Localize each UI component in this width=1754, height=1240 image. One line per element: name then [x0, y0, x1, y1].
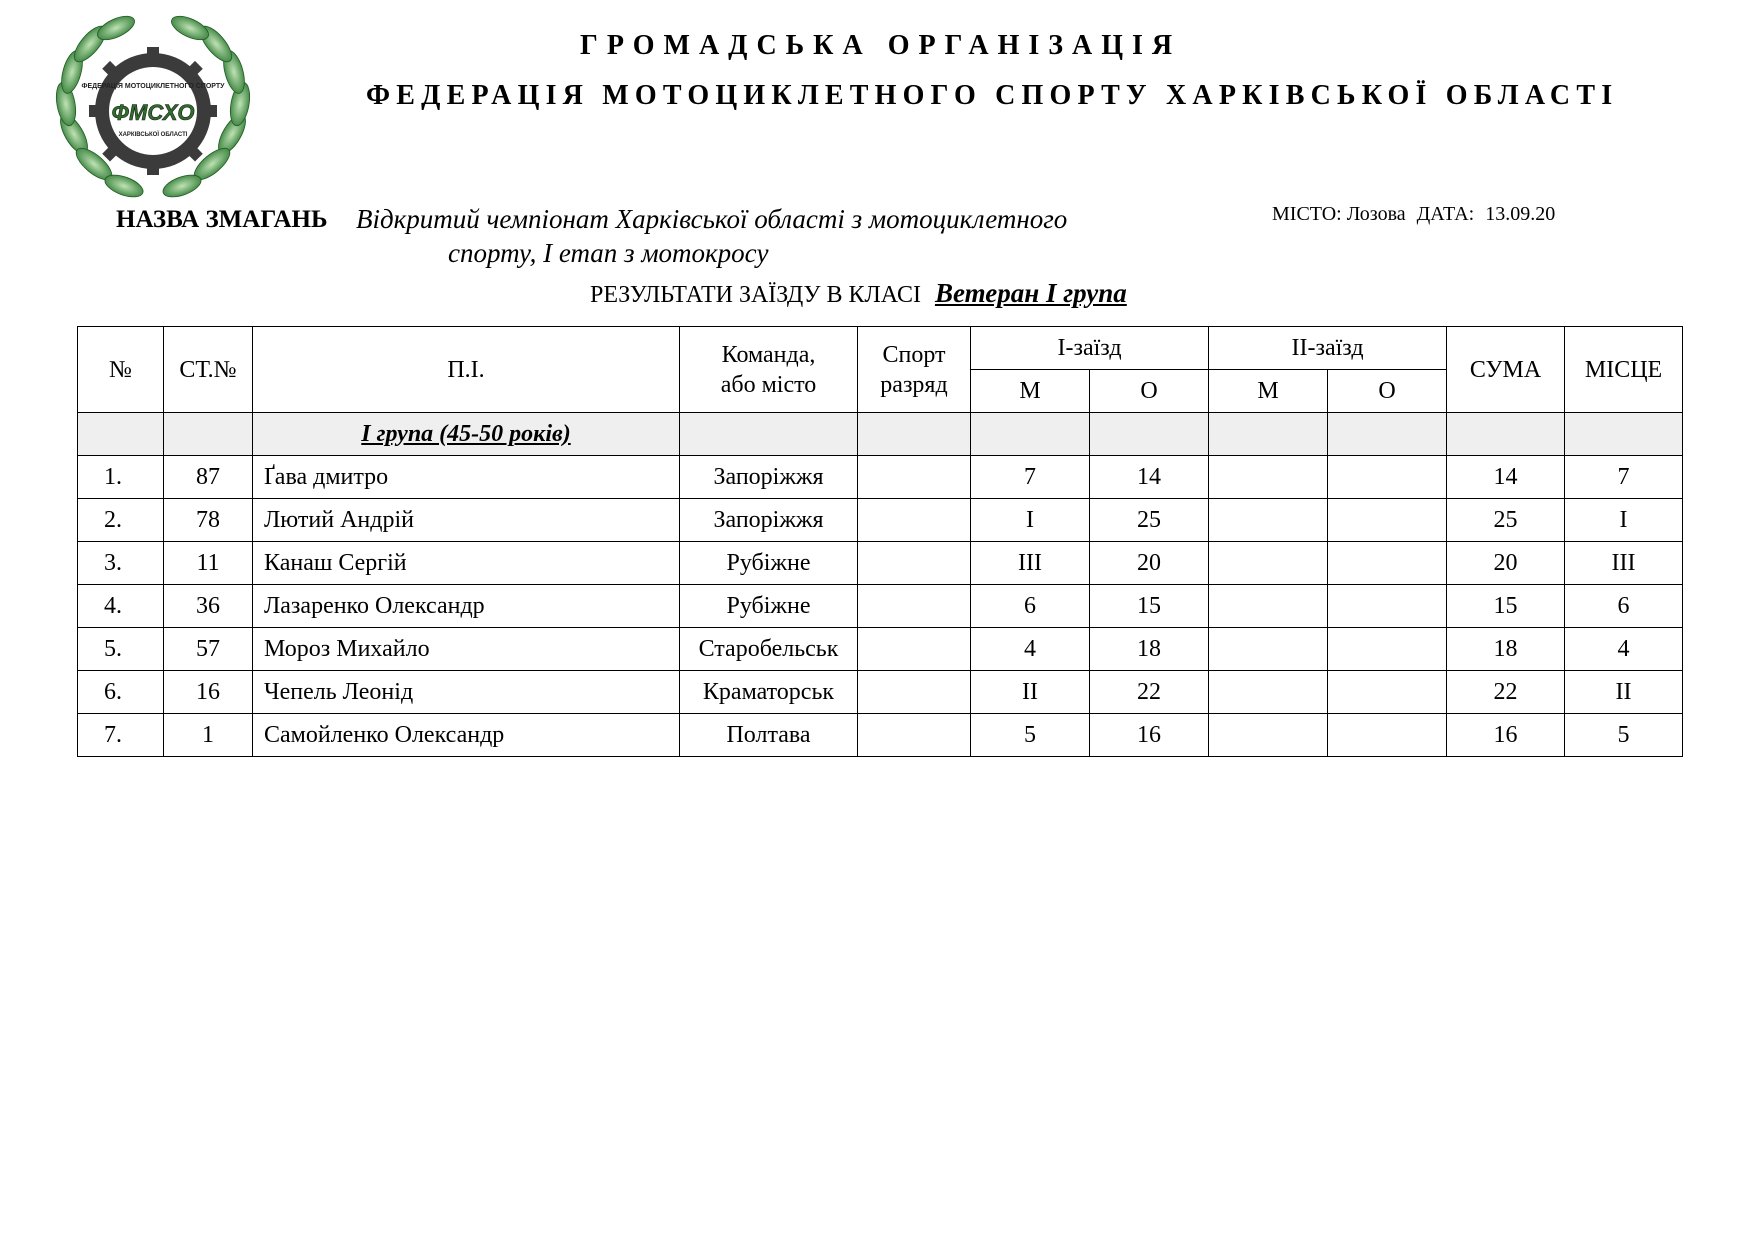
cell-race1-o: 15 — [1090, 585, 1209, 628]
cell-race2-m — [1209, 714, 1328, 757]
header-team: Команда, або місто — [680, 327, 858, 413]
cell-name: Ґава дмитро — [253, 456, 680, 499]
cell-race2-o — [1328, 671, 1447, 714]
cell-name: Лазаренко Олександр — [253, 585, 680, 628]
competition-name-line2: спорту, І етап з мотокросу — [448, 238, 769, 268]
cell-name: Лютий Андрій — [253, 499, 680, 542]
cell-name: Самойленко Олександр — [253, 714, 680, 757]
cell-start-number: 11 — [164, 542, 253, 585]
cell-race1-m: I — [971, 499, 1090, 542]
cell-place: 7 — [1565, 456, 1683, 499]
results-heading — [590, 278, 1127, 309]
competition-name-line1: Відкритий чемпіонат Харківської області з мотоциклетного — [356, 204, 1068, 234]
cell-rank — [858, 585, 971, 628]
cell-team: Рубіжне — [680, 542, 858, 585]
cell-sum: 25 — [1447, 499, 1565, 542]
cell-sum: 18 — [1447, 628, 1565, 671]
table-row — [78, 585, 1683, 628]
group-title: І група (45-50 років) — [361, 420, 571, 447]
cell-start-number: 16 — [164, 671, 253, 714]
cell-name: Канаш Сергій — [253, 542, 680, 585]
cell-team: Рубіжне — [680, 585, 858, 628]
cell-race1-o: 18 — [1090, 628, 1209, 671]
cell-race1-m: 7 — [971, 456, 1090, 499]
header-race1-m: М — [971, 370, 1090, 413]
cell-start-number: 36 — [164, 585, 253, 628]
cell-race1-m: III — [971, 542, 1090, 585]
header-race2-o: О — [1328, 370, 1447, 413]
cell-race1-m: II — [971, 671, 1090, 714]
cell-rank — [858, 628, 971, 671]
table-row — [78, 628, 1683, 671]
cell-start-number: 78 — [164, 499, 253, 542]
cell-name: Чепель Леонід — [253, 671, 680, 714]
header-num: № — [78, 327, 164, 413]
results-title: РЕЗУЛЬТАТИ ЗАЇЗДУ В КЛАСІ — [590, 282, 921, 308]
cell-rank — [858, 714, 971, 757]
cell-place: I — [1565, 499, 1683, 542]
cell-race1-o: 14 — [1090, 456, 1209, 499]
cell-sum: 16 — [1447, 714, 1565, 757]
header-race2-m: М — [1209, 370, 1328, 413]
cell-rank — [858, 499, 971, 542]
table-header-row — [78, 327, 1683, 370]
table-row — [78, 671, 1683, 714]
cell-team: Запоріжжя — [680, 456, 858, 499]
results-table — [77, 326, 1683, 757]
header-name: П.І. — [253, 327, 680, 413]
cell-team: Краматорськ — [680, 671, 858, 714]
table-row — [78, 542, 1683, 585]
cell-race1-o: 20 — [1090, 542, 1209, 585]
federation-logo — [44, 14, 262, 209]
svg-text:ФЕДЕРАЦІЯ МОТОЦИКЛЕТНОГО СПОРТ: ФЕДЕРАЦІЯ МОТОЦИКЛЕТНОГО СПОРТУ — [81, 83, 225, 90]
date-value: 13.09.20 — [1485, 203, 1556, 225]
cell-place: II — [1565, 671, 1683, 714]
cell-sum: 20 — [1447, 542, 1565, 585]
cell-race2-o — [1328, 714, 1447, 757]
cell-race1-o: 16 — [1090, 714, 1209, 757]
city-label: МІСТО: Лозова — [1272, 203, 1406, 225]
cell-team: Старобельськ — [680, 628, 858, 671]
cell-race1-o: 22 — [1090, 671, 1209, 714]
cell-num: 5. — [78, 628, 164, 671]
cell-race1-o: 25 — [1090, 499, 1209, 542]
cell-place: III — [1565, 542, 1683, 585]
competition-label: НАЗВА ЗМАГАНЬ — [116, 206, 328, 233]
cell-race2-m — [1209, 499, 1328, 542]
cell-race2-m — [1209, 542, 1328, 585]
cell-rank — [858, 542, 971, 585]
table-row — [78, 499, 1683, 542]
cell-race2-m — [1209, 671, 1328, 714]
cell-start-number: 87 — [164, 456, 253, 499]
header-sum: СУМА — [1447, 327, 1565, 413]
header-place: МІСЦЕ — [1565, 327, 1683, 413]
cell-race2-m — [1209, 585, 1328, 628]
cell-num: 1. — [78, 456, 164, 499]
cell-sum: 22 — [1447, 671, 1565, 714]
cell-num: 6. — [78, 671, 164, 714]
cell-team: Полтава — [680, 714, 858, 757]
results-rows — [78, 456, 1683, 757]
cell-race2-o — [1328, 585, 1447, 628]
cell-num: 4. — [78, 585, 164, 628]
svg-text:ХАРКІВСЬКОЇ ОБЛАСТІ: ХАРКІВСЬКОЇ ОБЛАСТІ — [118, 132, 188, 138]
table-row — [78, 714, 1683, 757]
cell-place: 6 — [1565, 585, 1683, 628]
cell-rank — [858, 671, 971, 714]
organization-title: ГРОМАДСЬКА ОРГАНІЗАЦІЯ — [580, 30, 1182, 61]
cell-race2-o — [1328, 456, 1447, 499]
results-class-name: Ветеран І група — [934, 278, 1127, 308]
cell-race2-o — [1328, 542, 1447, 585]
table-row — [78, 456, 1683, 499]
cell-rank — [858, 456, 971, 499]
header-rank: Спорт разряд — [858, 327, 971, 413]
cell-race1-m: 5 — [971, 714, 1090, 757]
cell-team: Запоріжжя — [680, 499, 858, 542]
cell-name: Мороз Михайло — [253, 628, 680, 671]
cell-race2-m — [1209, 456, 1328, 499]
cell-num: 7. — [78, 714, 164, 757]
cell-race1-m: 4 — [971, 628, 1090, 671]
cell-place: 4 — [1565, 628, 1683, 671]
cell-race2-m — [1209, 628, 1328, 671]
group-row — [78, 413, 1683, 456]
header-race1: І-заїзд — [971, 327, 1209, 370]
svg-text:ФМСХО: ФМСХО — [111, 100, 195, 125]
cell-start-number: 1 — [164, 714, 253, 757]
header-race1-o: О — [1090, 370, 1209, 413]
city-date — [1272, 203, 1561, 226]
cell-num: 2. — [78, 499, 164, 542]
date-label: ДАТА: — [1416, 203, 1475, 225]
header-start-number: СТ.№ — [164, 327, 253, 413]
cell-start-number: 57 — [164, 628, 253, 671]
header-race2: ІІ-заїзд — [1209, 327, 1447, 370]
federation-title: ФЕДЕРАЦІЯ МОТОЦИКЛЕТНОГО СПОРТУ ХАРКІВСЬКОЇ ОБЛАСТІ — [366, 80, 1619, 111]
cell-race1-m: 6 — [971, 585, 1090, 628]
cell-sum: 15 — [1447, 585, 1565, 628]
cell-num: 3. — [78, 542, 164, 585]
cell-race2-o — [1328, 499, 1447, 542]
cell-place: 5 — [1565, 714, 1683, 757]
cell-race2-o — [1328, 628, 1447, 671]
cell-sum: 14 — [1447, 456, 1565, 499]
